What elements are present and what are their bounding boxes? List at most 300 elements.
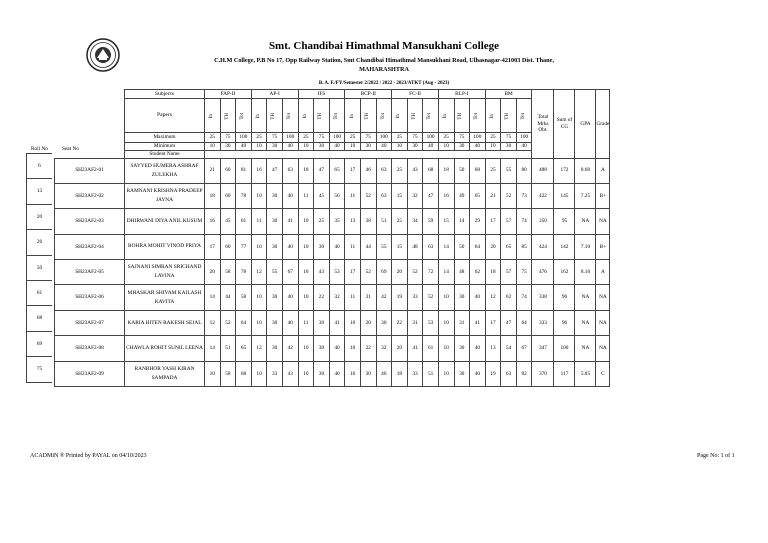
paper-col-label: Tot — [427, 112, 433, 120]
mark-cell: 68 — [236, 361, 252, 386]
paper-col-header — [360, 99, 376, 133]
mark-cell: 10 — [298, 260, 314, 285]
table-row — [55, 361, 610, 386]
mark-cell: 52 — [360, 183, 376, 208]
paper-col-label: TH — [318, 112, 324, 120]
mark-cell: 10 — [438, 285, 454, 310]
mark-cell: 16 — [438, 183, 454, 208]
paper-col-label: TH — [411, 112, 417, 120]
grade-cell: NA — [596, 285, 610, 310]
mark-cell: 41 — [329, 310, 345, 335]
mark-cell: 81 — [236, 158, 252, 183]
mark-cell: 10 — [298, 209, 314, 234]
paper-col-header — [407, 99, 423, 133]
mark-cell: 15 — [438, 209, 454, 234]
paper-col-header — [345, 99, 361, 133]
mark-cell: 11 — [345, 234, 361, 259]
mark-cell: 11 — [298, 310, 314, 335]
paper-col-header — [282, 99, 298, 133]
mark-cell: 13 — [485, 336, 501, 361]
page-number: Page No: 1 of 1 — [697, 453, 735, 459]
minimum-value: 30 — [360, 143, 376, 151]
paper-col-label: In — [349, 113, 355, 119]
mark-cell: 40 — [329, 361, 345, 386]
student-name-cell: ROHRA MOHIT VINOD PRIYA — [125, 234, 205, 259]
mark-cell: 32 — [329, 285, 345, 310]
seat-no-cell: SH23AF2-06 — [55, 285, 125, 310]
paper-col-label: In — [396, 113, 402, 119]
mark-cell: 32 — [407, 183, 423, 208]
mark-cell: 46 — [376, 361, 392, 386]
mark-cell: 17 — [485, 310, 501, 335]
seat-no-cell: SH23AF2-02 — [55, 183, 125, 208]
minimum-value: 10 — [205, 143, 221, 151]
table-row — [55, 234, 610, 259]
mark-cell: 33 — [407, 361, 423, 386]
mark-cell: 49 — [454, 183, 470, 208]
mark-cell: 65 — [501, 234, 517, 259]
total-header: Total Mrks Obt. — [532, 90, 554, 159]
paper-col-label: TH — [458, 112, 464, 120]
maximum-value: 100 — [423, 133, 439, 143]
mark-cell: 63 — [423, 234, 439, 259]
mark-cell: 48 — [454, 260, 470, 285]
paper-col-header — [501, 99, 517, 133]
mark-cell: 58 — [220, 361, 236, 386]
paper-col-header — [376, 99, 392, 133]
paper-col-header — [329, 99, 345, 133]
mark-cell: 17 — [345, 260, 361, 285]
maximum-value: 100 — [236, 133, 252, 143]
printed-by-footer: ACADMiN ® Printed by PAYAL on 04/10/2023 — [30, 453, 147, 459]
mark-cell: 10 — [438, 361, 454, 386]
mark-cell: 54 — [501, 336, 517, 361]
mark-cell: 75 — [516, 260, 532, 285]
mark-cell: 60 — [220, 158, 236, 183]
gpa-cell: 7.10 — [575, 234, 596, 259]
mark-cell: 14 — [205, 336, 221, 361]
grade-cell: C — [596, 361, 610, 386]
subject-header: IFS — [298, 90, 345, 99]
mark-cell: 40 — [470, 361, 486, 386]
minimum-value: 40 — [423, 143, 439, 151]
mark-cell: 60 — [220, 234, 236, 259]
maximum-value: 75 — [314, 133, 330, 143]
subject-header: AP-I — [251, 90, 298, 99]
paper-col-header — [267, 99, 283, 133]
mark-cell: 47 — [267, 158, 283, 183]
paper-col-label: Tot — [474, 112, 480, 120]
mark-cell: 31 — [407, 310, 423, 335]
paper-col-header — [220, 99, 236, 133]
grade-cell: NA — [596, 336, 610, 361]
mark-cell: 14 — [438, 234, 454, 259]
mark-cell: 40 — [282, 310, 298, 335]
minimum-value: 30 — [220, 143, 236, 151]
paper-col-header — [392, 99, 408, 133]
mark-cell: 17 — [485, 209, 501, 234]
mark-cell: 55 — [501, 158, 517, 183]
seat-no-header: Seat No — [62, 146, 79, 152]
paper-col-label: In — [489, 113, 495, 119]
student-name-cell: CHAWLA ROHIT SUNIL LEENA — [125, 336, 205, 361]
paper-col-header — [251, 99, 267, 133]
minimum-value: 40 — [329, 143, 345, 151]
student-name-cell: RAMNANI KRISHNA PRADEEP JAYNA — [125, 183, 205, 208]
mark-cell: 10 — [438, 310, 454, 335]
mark-cell: 41 — [470, 310, 486, 335]
mark-cell: 25 — [392, 209, 408, 234]
paper-col-header — [454, 99, 470, 133]
mark-cell: 30 — [267, 234, 283, 259]
mark-cell: 61 — [236, 209, 252, 234]
mark-cell: 47 — [314, 158, 330, 183]
paper-col-header — [298, 99, 314, 133]
mark-cell: 43 — [314, 260, 330, 285]
mark-cell: 11 — [345, 285, 361, 310]
mark-cell: 53 — [423, 310, 439, 335]
mark-cell: 48 — [407, 234, 423, 259]
maximum-value: 25 — [205, 133, 221, 143]
paper-col-label: Tot — [520, 112, 526, 120]
mark-cell: 51 — [220, 336, 236, 361]
cg-cell: 117 — [554, 361, 575, 386]
maximum-value: 25 — [485, 133, 501, 143]
mark-cell: 30 — [314, 361, 330, 386]
roll-no-header: Roll No — [31, 146, 48, 152]
mark-cell: 52 — [423, 285, 439, 310]
mark-cell: 14 — [438, 260, 454, 285]
mark-cell: 45 — [220, 209, 236, 234]
mark-cell: 59 — [423, 209, 439, 234]
minimum-value: 10 — [438, 143, 454, 151]
mark-cell: 16 — [251, 158, 267, 183]
mark-cell: 45 — [314, 183, 330, 208]
student-name-cell: MHASKAR SHIVAM KAILASH KAVITA — [125, 285, 205, 310]
mark-cell: 40 — [470, 285, 486, 310]
maximum-value: 75 — [501, 133, 517, 143]
mark-cell: 15 — [392, 183, 408, 208]
table-row — [55, 183, 610, 208]
mark-cell: 11 — [298, 183, 314, 208]
minimum-value: 30 — [454, 143, 470, 151]
mark-cell: 18 — [205, 183, 221, 208]
maximum-value: 100 — [376, 133, 392, 143]
mark-cell: 63 — [376, 158, 392, 183]
mark-cell: 57 — [501, 260, 517, 285]
mark-cell: 30 — [314, 336, 330, 361]
table-row — [55, 158, 610, 183]
gpa-cell: NA — [575, 285, 596, 310]
mark-cell: 25 — [314, 209, 330, 234]
minimum-value: 30 — [501, 143, 517, 151]
total-cell: 424 — [532, 234, 554, 259]
mark-cell: 74 — [516, 209, 532, 234]
mark-cell: 74 — [516, 285, 532, 310]
mark-cell: 43 — [407, 158, 423, 183]
mark-cell: 19 — [485, 361, 501, 386]
mark-cell: 41 — [282, 209, 298, 234]
mark-cell: 82 — [516, 361, 532, 386]
mark-cell: 22 — [392, 310, 408, 335]
mark-cell: 25 — [485, 158, 501, 183]
gpa-cell: 5.85 — [575, 361, 596, 386]
maximum-value: 100 — [516, 133, 532, 143]
paper-col-label: Tot — [240, 112, 246, 120]
mark-cell: 10 — [345, 310, 361, 335]
roll-no-cell: 26 — [26, 230, 52, 255]
roll-no-cell: 50 — [26, 256, 52, 281]
total-cell: 422 — [532, 183, 554, 208]
gpa-cell: 8.60 — [575, 158, 596, 183]
mark-cell: 12 — [485, 285, 501, 310]
mark-cell: 85 — [516, 234, 532, 259]
maximum-value: 25 — [438, 133, 454, 143]
grade-header: Grade — [596, 90, 610, 159]
student-name-cell: RANBHOR YASH KIRAN SAMPADA — [125, 361, 205, 386]
mark-cell: 58 — [236, 285, 252, 310]
mark-cell: 69 — [376, 260, 392, 285]
mark-cell: 64 — [516, 310, 532, 335]
student-name-cell: KARIA HITEN RAKESH SEJAL — [125, 310, 205, 335]
mark-cell: 64 — [470, 234, 486, 259]
mark-cell: 30 — [267, 310, 283, 335]
mark-cell: 20 — [392, 260, 408, 285]
maximum-value: 25 — [345, 133, 361, 143]
mark-cell: 30 — [267, 209, 283, 234]
grade-cell: A — [596, 260, 610, 285]
subject-header: FC-II — [392, 90, 439, 99]
mark-cell: 10 — [298, 234, 314, 259]
mark-cell: 78 — [236, 183, 252, 208]
minimum-label: Minimum — [125, 143, 205, 151]
gpa-cell: NA — [575, 336, 596, 361]
mark-cell: 72 — [423, 260, 439, 285]
paper-col-label: In — [302, 113, 308, 119]
mark-cell: 20 — [392, 336, 408, 361]
mark-cell: 13 — [345, 209, 361, 234]
gpa-cell: NA — [575, 310, 596, 335]
total-cell: 350 — [532, 209, 554, 234]
mark-cell: 56 — [329, 183, 345, 208]
mark-cell: 31 — [454, 310, 470, 335]
paper-col-label: Tot — [333, 112, 339, 120]
mark-cell: 18 — [392, 361, 408, 386]
mark-cell: 12 — [251, 260, 267, 285]
student-name-label: Student Name — [125, 151, 205, 159]
paper-col-header — [485, 99, 501, 133]
mark-cell: 46 — [360, 158, 376, 183]
grade-cell: B+ — [596, 183, 610, 208]
mark-cell: 40 — [282, 285, 298, 310]
grade-cell: NA — [596, 209, 610, 234]
gpa-cell: 8.10 — [575, 260, 596, 285]
mark-cell: 10 — [298, 361, 314, 386]
mark-cell: 31 — [360, 285, 376, 310]
paper-col-label: In — [255, 113, 261, 119]
college-address: C.H.M College, P.B No 17, Opp Railway Station, Smt Chandibai Himathmal Mansukhani Road, Ulhasnagar-421003 Dist. Thane, MAHARASHTRA — [214, 57, 554, 73]
mark-cell: 30 — [267, 183, 283, 208]
mark-cell: 65 — [329, 158, 345, 183]
mark-cell: 51 — [423, 361, 439, 386]
mark-cell: 63 — [376, 183, 392, 208]
mark-cell: 33 — [267, 361, 283, 386]
cg-cell: 96 — [554, 285, 575, 310]
mark-cell: 30 — [314, 234, 330, 259]
result-ledger-table — [54, 89, 610, 387]
college-title: Smt. Chandibai Himathmal Mansukhani College — [268, 40, 500, 52]
mark-cell: 64 — [236, 310, 252, 335]
mark-cell: 34 — [407, 209, 423, 234]
total-cell: 347 — [532, 336, 554, 361]
mark-cell: 40 — [470, 336, 486, 361]
mark-cell: 18 — [438, 158, 454, 183]
mark-cell: 12 — [251, 336, 267, 361]
total-cell: 476 — [532, 260, 554, 285]
minimum-value: 30 — [407, 143, 423, 151]
mark-cell: 52 — [501, 183, 517, 208]
subject-header: BM — [485, 90, 532, 99]
mark-cell: 73 — [516, 183, 532, 208]
cg-cell: 95 — [554, 209, 575, 234]
mark-cell: 51 — [376, 209, 392, 234]
maximum-value: 100 — [282, 133, 298, 143]
table-row — [55, 336, 610, 361]
mark-cell: 22 — [360, 336, 376, 361]
gpa-header: GPA — [575, 90, 596, 159]
mark-cell: 52 — [360, 260, 376, 285]
minimum-value: 40 — [376, 143, 392, 151]
sum-cg-header: Sum of CG — [554, 90, 575, 159]
minimum-value: 10 — [392, 143, 408, 151]
mark-cell: 63 — [282, 158, 298, 183]
subject-header: BCP-II — [345, 90, 392, 99]
minimum-value: 10 — [251, 143, 267, 151]
paper-col-header — [516, 99, 532, 133]
minimum-value: 30 — [267, 143, 283, 151]
mark-cell: 62 — [470, 260, 486, 285]
paper-col-header — [470, 99, 486, 133]
mark-cell: 44 — [360, 234, 376, 259]
mark-cell: 11 — [251, 209, 267, 234]
mark-cell: 10 — [251, 285, 267, 310]
mark-cell: 40 — [282, 234, 298, 259]
seat-no-cell: SH23AF2-07 — [55, 310, 125, 335]
mark-cell: 41 — [407, 336, 423, 361]
table-row — [55, 260, 610, 285]
grade-cell: B+ — [596, 234, 610, 259]
mark-cell: 21 — [205, 158, 221, 183]
mark-cell: 30 — [454, 285, 470, 310]
mark-cell: 10 — [345, 336, 361, 361]
maximum-value: 75 — [407, 133, 423, 143]
mark-cell: 16 — [205, 209, 221, 234]
mark-cell: 19 — [392, 285, 408, 310]
mark-cell: 68 — [423, 158, 439, 183]
minimum-value: 10 — [485, 143, 501, 151]
total-cell: 333 — [532, 310, 554, 335]
paper-col-label: TH — [224, 112, 230, 120]
gpa-cell: NA — [575, 209, 596, 234]
mark-cell: 21 — [485, 183, 501, 208]
maximum-value: 75 — [454, 133, 470, 143]
subject-header: FAP-II — [205, 90, 252, 99]
maximum-value: 25 — [251, 133, 267, 143]
mark-cell: 68 — [470, 158, 486, 183]
minimum-value: 40 — [516, 143, 532, 151]
gpa-cell: 7.25 — [575, 183, 596, 208]
mark-cell: 40 — [329, 336, 345, 361]
total-cell: 370 — [532, 361, 554, 386]
paper-col-label: Tot — [380, 112, 386, 120]
mark-cell: 29 — [470, 209, 486, 234]
total-cell: 338 — [532, 285, 554, 310]
mark-cell: 30 — [267, 285, 283, 310]
mark-cell: 35 — [329, 209, 345, 234]
mark-cell: 22 — [314, 285, 330, 310]
cg-cell: 142 — [554, 234, 575, 259]
seat-no-cell: SH23AF2-03 — [55, 209, 125, 234]
mark-cell: 16 — [345, 361, 361, 386]
mark-cell: 30 — [454, 336, 470, 361]
mark-cell: 10 — [298, 285, 314, 310]
minimum-value: 40 — [470, 143, 486, 151]
paper-col-label: Tot — [287, 112, 293, 120]
maximum-value: 75 — [267, 133, 283, 143]
paper-col-header — [314, 99, 330, 133]
mark-cell: 10 — [251, 183, 267, 208]
mark-cell: 12 — [205, 310, 221, 335]
table-row — [55, 209, 610, 234]
student-name-cell: SAJNANI SIMRAN SRICHAND LAVINA — [125, 260, 205, 285]
mark-cell: 61 — [423, 336, 439, 361]
seat-no-cell: SH23AF2-08 — [55, 336, 125, 361]
mark-cell: 50 — [454, 234, 470, 259]
mark-cell: 40 — [282, 183, 298, 208]
paper-col-label: TH — [364, 112, 370, 120]
maximum-value: 100 — [329, 133, 345, 143]
subject-header: BLP-I — [438, 90, 485, 99]
seat-no-cell: SH23AF2-01 — [55, 158, 125, 183]
mark-cell: 15 — [392, 234, 408, 259]
mark-cell: 78 — [236, 260, 252, 285]
minimum-value: 40 — [236, 143, 252, 151]
seat-no-cell: SH23AF2-09 — [55, 361, 125, 386]
mark-cell: 55 — [267, 260, 283, 285]
mark-cell: 30 — [360, 361, 376, 386]
cg-cell: 162 — [554, 260, 575, 285]
mark-cell: 10 — [251, 310, 267, 335]
mark-cell: 65 — [470, 183, 486, 208]
mark-cell: 25 — [392, 158, 408, 183]
mark-cell: 11 — [345, 183, 361, 208]
maximum-value: 100 — [470, 133, 486, 143]
roll-no-cell: 20 — [26, 205, 52, 230]
roll-no-cell: 13 — [26, 179, 52, 204]
mark-cell: 10 — [251, 234, 267, 259]
table-row — [55, 285, 610, 310]
mark-cell: 14 — [205, 285, 221, 310]
mark-cell: 67 — [516, 336, 532, 361]
mark-cell: 44 — [220, 285, 236, 310]
mark-cell: 58 — [220, 260, 236, 285]
maximum-value: 75 — [360, 133, 376, 143]
mark-cell: 30 — [376, 310, 392, 335]
mark-cell: 53 — [329, 260, 345, 285]
mark-cell: 55 — [376, 234, 392, 259]
mark-cell: 18 — [298, 158, 314, 183]
mark-cell: 18 — [485, 260, 501, 285]
